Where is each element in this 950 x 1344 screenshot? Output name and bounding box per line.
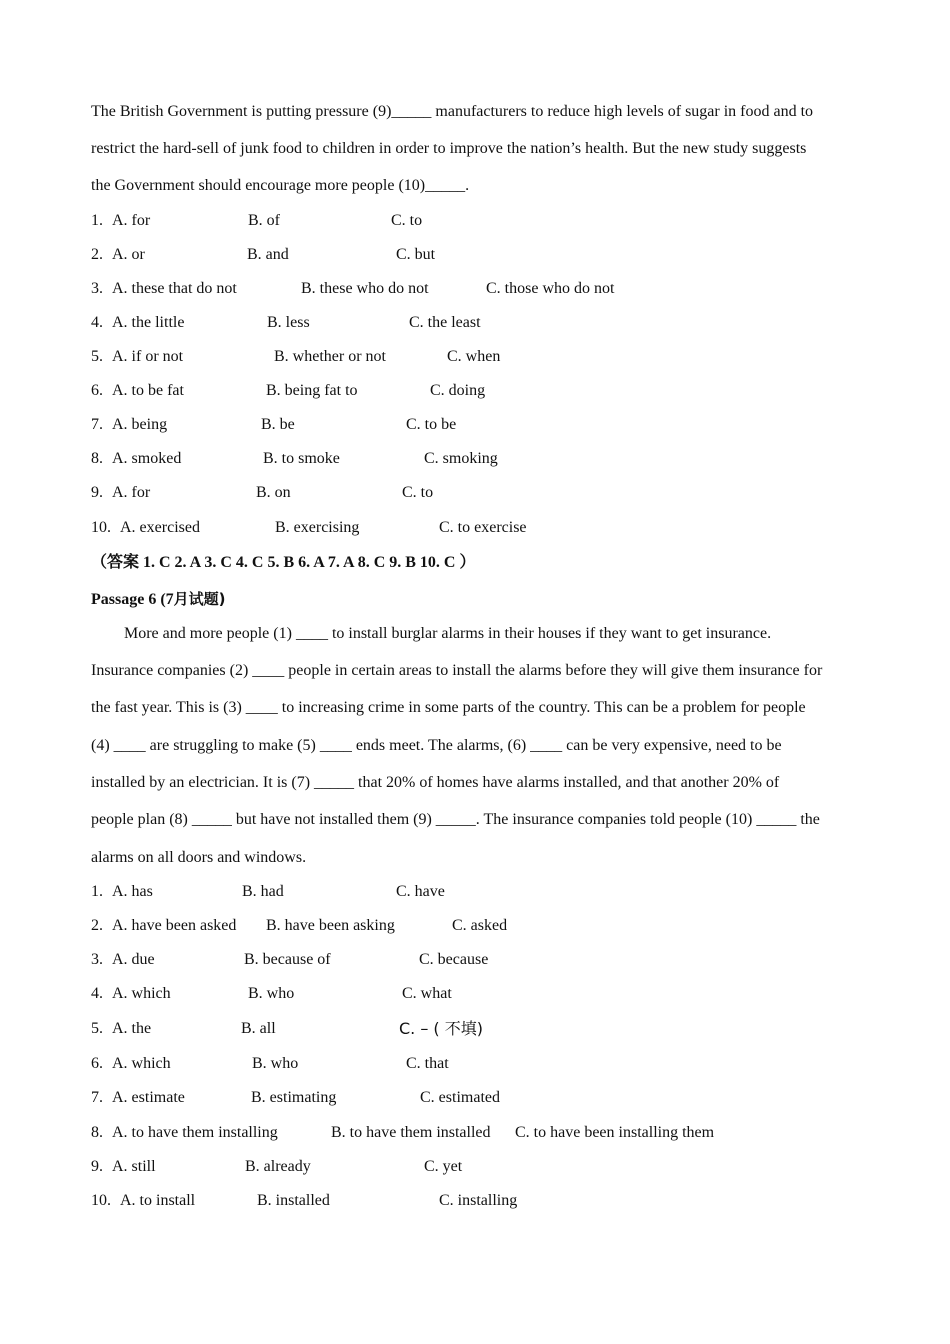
option-number: 9. [91,484,103,501]
paragraph-line: people plan (8) _____ but have not installed them (9) _____. The insurance companies told people (10) _____ the [91,811,820,828]
option-row [91,984,871,1004]
option-c: C. to have been installing them [515,1124,715,1141]
option-b: B. have been asking [266,917,395,934]
option-row [91,1157,871,1177]
option-row [91,313,871,333]
option-a: A. these that do not [112,280,237,297]
option-row [91,279,871,299]
option-row [91,1191,871,1211]
option-a: A. which [112,985,171,1002]
option-b: B. installed [257,1192,330,1209]
option-row [91,1019,871,1039]
option-a: A. to be fat [112,382,184,399]
option-number: 10. [91,519,111,536]
option-number: 1. [91,883,103,900]
passage-heading-en: Passage 6 (7 [91,591,174,608]
option-row [91,483,871,503]
paragraph-line: Insurance companies (2) ____ people in certain areas to install the alarms before they will give them insurance for [91,662,823,679]
option-number: 6. [91,382,103,399]
option-number: 3. [91,951,103,968]
option-row [91,211,871,231]
option-b: B. to smoke [263,450,340,467]
paragraph-line: (4) ____ are struggling to make (5) ____ ends meet. The alarms, (6) ____ can be very expensive, need to be [91,737,782,754]
option-c: C. – ( 不填) [399,1019,484,1038]
option-c: C. smoking [424,450,498,467]
option-b: B. be [261,416,295,433]
option-b: B. had [242,883,284,900]
option-row [91,950,871,970]
option-a: A. to have them installing [112,1124,278,1141]
passage-heading-cn: 月试题) [173,590,226,608]
paragraph-line: the fast year. This is (3) ____ to increasing crime in some parts of the country. This can be a problem for people [91,699,806,716]
option-number: 9. [91,1158,103,1175]
option-number: 7. [91,416,103,433]
option-row [91,415,871,435]
option-c: C. those who do not [486,280,615,297]
option-b: B. less [267,314,310,331]
option-row [91,381,871,401]
option-a: A. due [112,951,155,968]
option-a: A. being [112,416,168,433]
option-c: C. that [406,1055,449,1072]
option-c: C. to [402,484,434,501]
option-row [91,449,871,469]
option-a: A. for [112,484,151,501]
option-b: B. these who do not [301,280,429,297]
option-c: C. yet [424,1158,463,1175]
option-a: A. exercised [120,519,200,536]
option-number: 1. [91,212,103,229]
option-a: A. to install [120,1192,196,1209]
option-c: C. installing [439,1192,518,1209]
option-number: 2. [91,246,103,263]
option-c: C. to exercise [439,519,527,536]
option-a: A. for [112,212,151,229]
option-row [91,1123,871,1143]
paragraph-line: the Government should encourage more people (10)_____. [91,177,470,194]
option-c: C. but [396,246,436,263]
option-b: B. who [248,985,295,1002]
option-row [91,245,871,265]
option-a: A. the little [112,314,185,331]
option-number: 7. [91,1089,103,1106]
paragraph-line: installed by an electrician. It is (7) _____ that 20% of homes have alarms installed, and that another 20% of [91,774,780,791]
option-a: A. estimate [112,1089,185,1106]
option-c: C. doing [430,382,486,399]
option-number: 6. [91,1055,103,1072]
option-number: 8. [91,450,103,467]
option-b: B. because of [244,951,331,968]
option-c: C. when [447,348,501,365]
option-b: B. already [245,1158,311,1175]
option-c: C. to [391,212,423,229]
option-c: C. have [396,883,445,900]
option-c: C. the least [409,314,481,331]
option-b: B. of [248,212,280,229]
option-number: 8. [91,1124,103,1141]
option-a: A. still [112,1158,156,1175]
option-a: A. which [112,1055,171,1072]
option-c: C. estimated [420,1089,500,1106]
passage-heading [91,589,226,610]
option-b: B. exercising [275,519,360,536]
option-row [91,916,871,936]
option-b: B. to have them installed [331,1124,491,1141]
option-b: B. on [256,484,291,501]
option-number: 10. [91,1192,111,1209]
option-number: 5. [91,348,103,365]
option-b: B. and [247,246,289,263]
option-a: A. or [112,246,145,263]
paragraph-line: alarms on all doors and windows. [91,849,307,866]
option-a: A. smoked [112,450,182,467]
option-a: A. the [112,1020,152,1037]
paragraph-line: The British Government is putting pressure (9)_____ manufacturers to reduce high levels of sugar in food and to [91,103,814,120]
option-number: 5. [91,1020,103,1037]
option-number: 4. [91,314,103,331]
option-c: C. asked [452,917,508,934]
option-number: 4. [91,985,103,1002]
option-number: 3. [91,280,103,297]
option-row [91,1088,871,1108]
option-b: B. who [252,1055,299,1072]
paragraph-line: restrict the hard-sell of junk food to children in order to improve the nation’s health. But the new study suggests [91,140,807,157]
paragraph-line: More and more people (1) ____ to install burglar alarms in their houses if they want to get insurance. [124,625,772,642]
option-number: 2. [91,917,103,934]
option-row [91,1054,871,1074]
option-row [91,518,871,538]
option-b: B. whether or not [274,348,386,365]
option-a: A. has [112,883,153,900]
option-c: C. what [402,985,452,1002]
option-c: C. to be [406,416,457,433]
option-b: B. being fat to [266,382,358,399]
option-c: C. because [419,951,489,968]
answer-key: （答案 1. C 2. A 3. C 4. C 5. B 6. A 7. A 8. C 9. B 10. C ） [91,554,476,571]
option-row [91,347,871,367]
option-b: B. estimating [251,1089,337,1106]
option-a: A. have been asked [112,917,237,934]
option-b: B. all [241,1020,276,1037]
option-row [91,882,871,902]
option-a: A. if or not [112,348,184,365]
